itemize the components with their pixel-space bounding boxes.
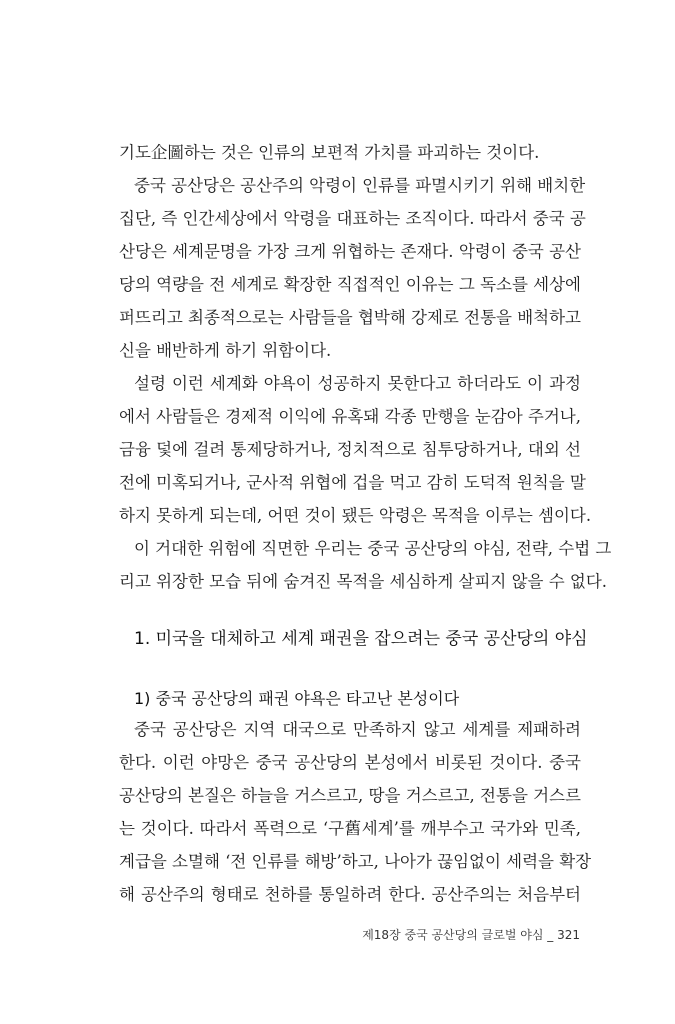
text-line: 계급을 소멸해 ‘전 인류를 해방’하고, 나아가 끊임없이 세력을 확장	[119, 852, 592, 871]
text-line: 한다. 이런 야망은 중국 공산당의 본성에서 비롯된 것이다. 중국	[119, 753, 581, 772]
text-line: 하지 못하게 되는데, 어떤 것이 됐든 악령은 목적을 이루는 셈이다.	[119, 506, 592, 525]
text-line: 전에 미혹되거나, 군사적 위협에 겁을 먹고 감히 도덕적 원칙을 말	[119, 473, 586, 492]
text-line: 에서 사람들은 경제적 이익에 유혹돼 각종 만행을 눈감아 주거나,	[119, 407, 581, 426]
text-line: 중국 공산당은 공산주의 악령이 인류를 파멸시키기 위해 배치한	[134, 176, 586, 195]
text-line: 중국 공산당은 지역 대국으로 만족하지 않고 세계를 제패하려	[134, 720, 581, 739]
subsection-heading: 1) 중국 공산당의 패권 야욕은 타고난 본성이다	[134, 689, 460, 708]
page-number: 321	[557, 928, 580, 942]
text-line: 집단, 즉 인간세상에서 악령을 대표하는 조직이다. 따라서 중국 공	[119, 209, 586, 228]
page-footer	[362, 926, 580, 943]
text-line: 퍼뜨리고 최종적으로는 사람들을 협박해 강제로 전통을 배척하고	[119, 308, 581, 327]
text-line: 산당은 세계문명을 가장 크게 위협하는 존재다. 악령이 중국 공산	[119, 242, 581, 261]
text-line: 당의 역량을 전 세계로 확장한 직접적인 이유는 그 독소를 세상에	[119, 275, 581, 294]
text-line: 이 거대한 위험에 직면한 우리는 중국 공산당의 야심, 전략, 수법 그	[134, 539, 612, 558]
section-heading: 1. 미국을 대체하고 세계 패권을 잡으려는 중국 공산당의 야심	[134, 629, 588, 649]
running-title: 제18장 중국 공산당의 글로벌 야심	[362, 928, 544, 942]
text-line: 기도企圖하는 것은 인류의 보편적 가치를 파괴하는 것이다.	[119, 143, 540, 162]
footer-separator: _	[547, 928, 554, 942]
text-line: 공산당의 본질은 하늘을 거스르고, 땅을 거스르고, 전통을 거스르	[119, 786, 581, 805]
text-line: 신을 배반하게 하기 위함이다.	[119, 341, 332, 360]
text-line: 리고 위장한 모습 뒤에 숨겨진 목적을 세심하게 살피지 않을 수 없다.	[119, 572, 608, 591]
text-line: 금융 덫에 걸려 통제당하거나, 정치적으로 침투당하거나, 대외 선	[119, 440, 581, 459]
text-line: 해 공산주의 형태로 천하를 통일하려 한다. 공산주의는 처음부터	[119, 885, 581, 904]
text-line: 설령 이런 세계화 야욕이 성공하지 못한다고 하더라도 이 과정	[134, 374, 581, 393]
text-line: 는 것이다. 따라서 폭력으로 ‘구舊세계’를 깨부수고 국가와 민족,	[119, 819, 581, 838]
